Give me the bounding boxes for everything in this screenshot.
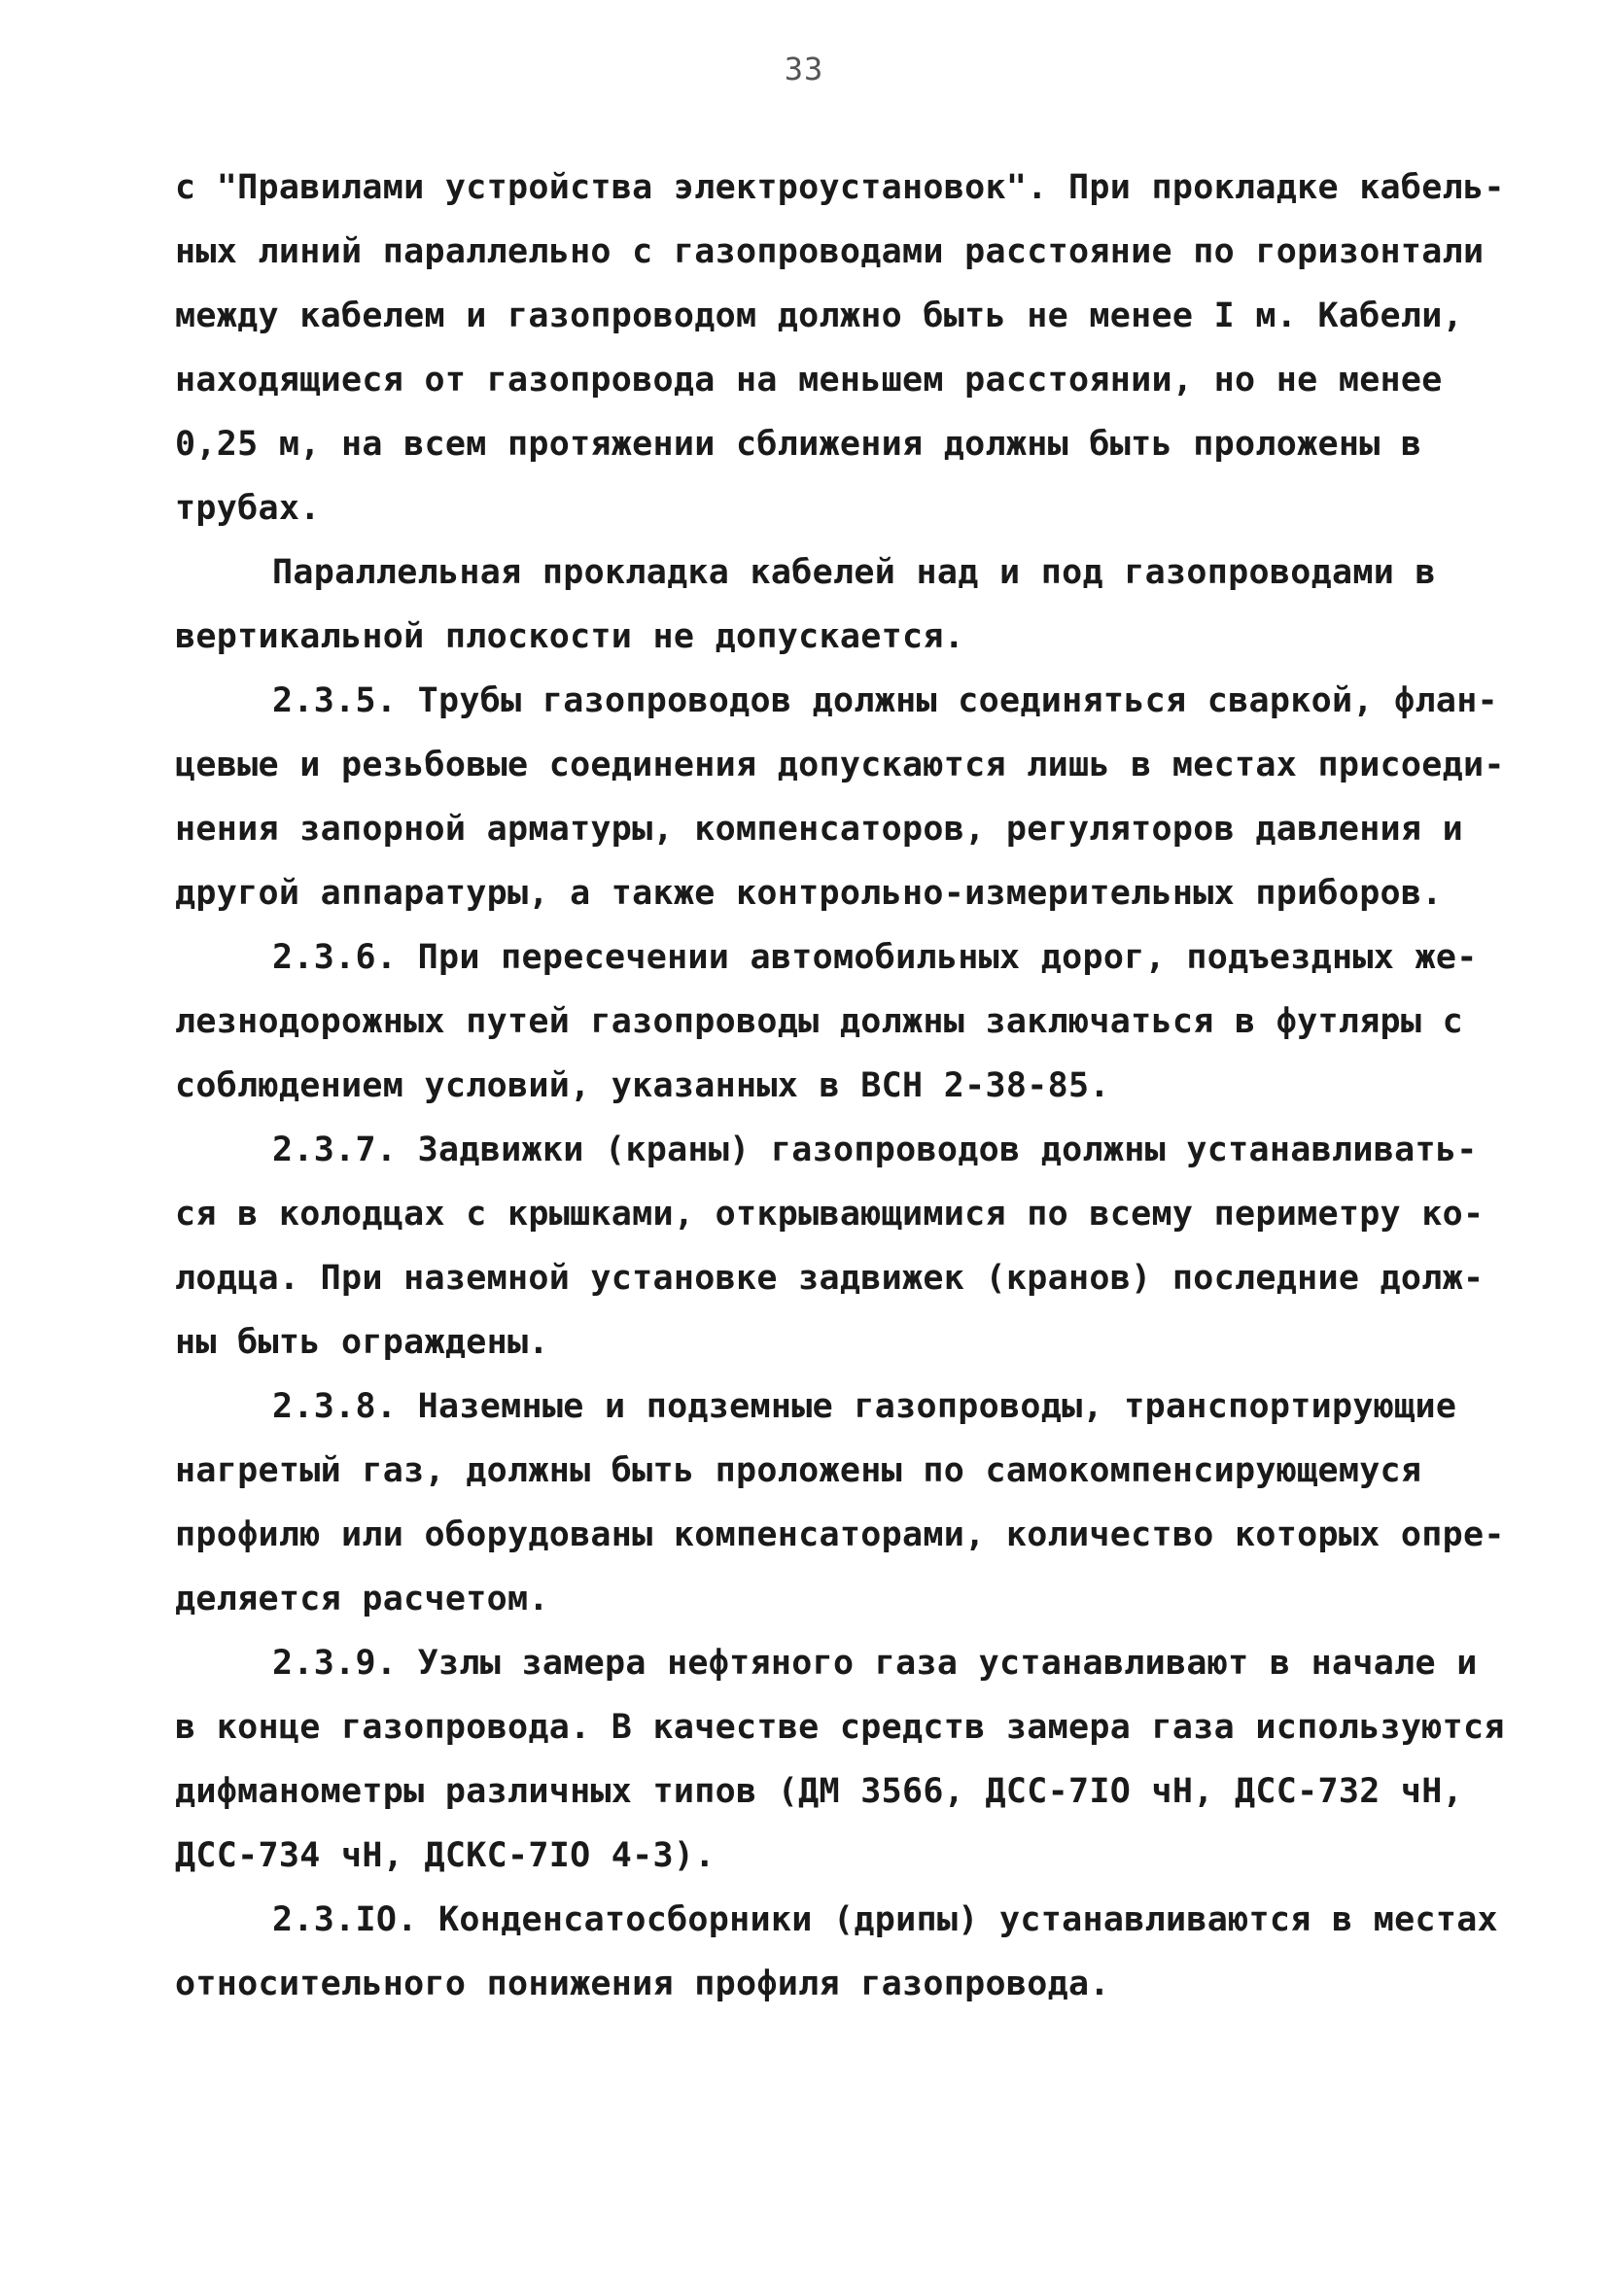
text-line: трубах. xyxy=(175,489,321,528)
text-line: 0,25 м, на всем протяжении сближения должны быть проложены в xyxy=(175,425,1422,464)
paragraph-start-line: Параллельная прокладка кабелей над и под газопроводами в xyxy=(272,553,1436,592)
text-line: вертикальной плоскости не допускается. xyxy=(175,617,965,656)
text-line: лодца. При наземной установке задвижек (кранов) последние долж- xyxy=(175,1259,1485,1298)
text-line: нения запорной арматуры, компенсаторов, регуляторов давления и xyxy=(175,810,1464,849)
text-line: в конце газопровода. В качестве средств замера газа используются xyxy=(175,1708,1505,1747)
text-line: профилю или оборудованы компенсаторами, количество которых опре- xyxy=(175,1515,1505,1554)
page-number: 33 xyxy=(784,51,824,87)
text-line: ных линий параллельно с газопроводами расстояние по горизонтали xyxy=(175,232,1485,271)
section-2-3-8-heading-line: 2.3.8. Наземные и подземные газопроводы, транспортирующие xyxy=(272,1387,1457,1426)
section-2-3-7-heading-line: 2.3.7. Задвижки (краны) газопроводов должны устанавливать- xyxy=(272,1131,1478,1169)
document-body xyxy=(175,156,1505,2016)
text-line: деляется расчетом. xyxy=(175,1580,549,1618)
section-2-3-9-heading-line: 2.3.9. Узлы замера нефтяного газа устанавливают в начале и xyxy=(272,1644,1478,1683)
text-line: ДСС-734 чН, ДСКС-7IO 4-3). xyxy=(175,1836,716,1875)
text-line: между кабелем и газопроводом должно быть не менее I м. Кабели, xyxy=(175,296,1464,335)
text-line: цевые и резьбовые соединения допускаются лишь в местах присоеди- xyxy=(175,746,1505,784)
text-line: нагретый газ, должны быть проложены по самокомпенсирующемуся xyxy=(175,1451,1422,1490)
text-line: дифманометры различных типов (ДМ 3566, ДСС-7IO чН, ДСС-732 чН, xyxy=(175,1772,1464,1811)
text-line: соблюдением условий, указанных в ВСН 2-38-85. xyxy=(175,1066,1110,1105)
text-line: другой аппаратуры, а также контрольно-измерительных приборов. xyxy=(175,874,1443,913)
text-line: ся в колодцах с крышками, открывающимися по всему периметру ко- xyxy=(175,1195,1485,1234)
text-line: находящиеся от газопровода на меньшем расстоянии, но не менее xyxy=(175,361,1443,400)
section-2-3-5-heading-line: 2.3.5. Трубы газопроводов должны соединяться сваркой, флан- xyxy=(272,681,1498,720)
section-2-3-10-heading-line: 2.3.IO. Конденсатосборники (дрипы) устанавливаются в местах xyxy=(272,1900,1498,1939)
text-line: ны быть ограждены. xyxy=(175,1323,549,1362)
text-line: с "Правилами устройства электроустановок". При прокладке кабель- xyxy=(175,168,1505,207)
text-line: лезнодорожных путей газопроводы должны заключаться в футляры с xyxy=(175,1002,1464,1041)
section-2-3-6-heading-line: 2.3.6. При пересечении автомобильных дорог, подъездных же- xyxy=(272,938,1478,977)
text-line: относительного понижения профиля газопровода. xyxy=(175,1965,1110,2003)
